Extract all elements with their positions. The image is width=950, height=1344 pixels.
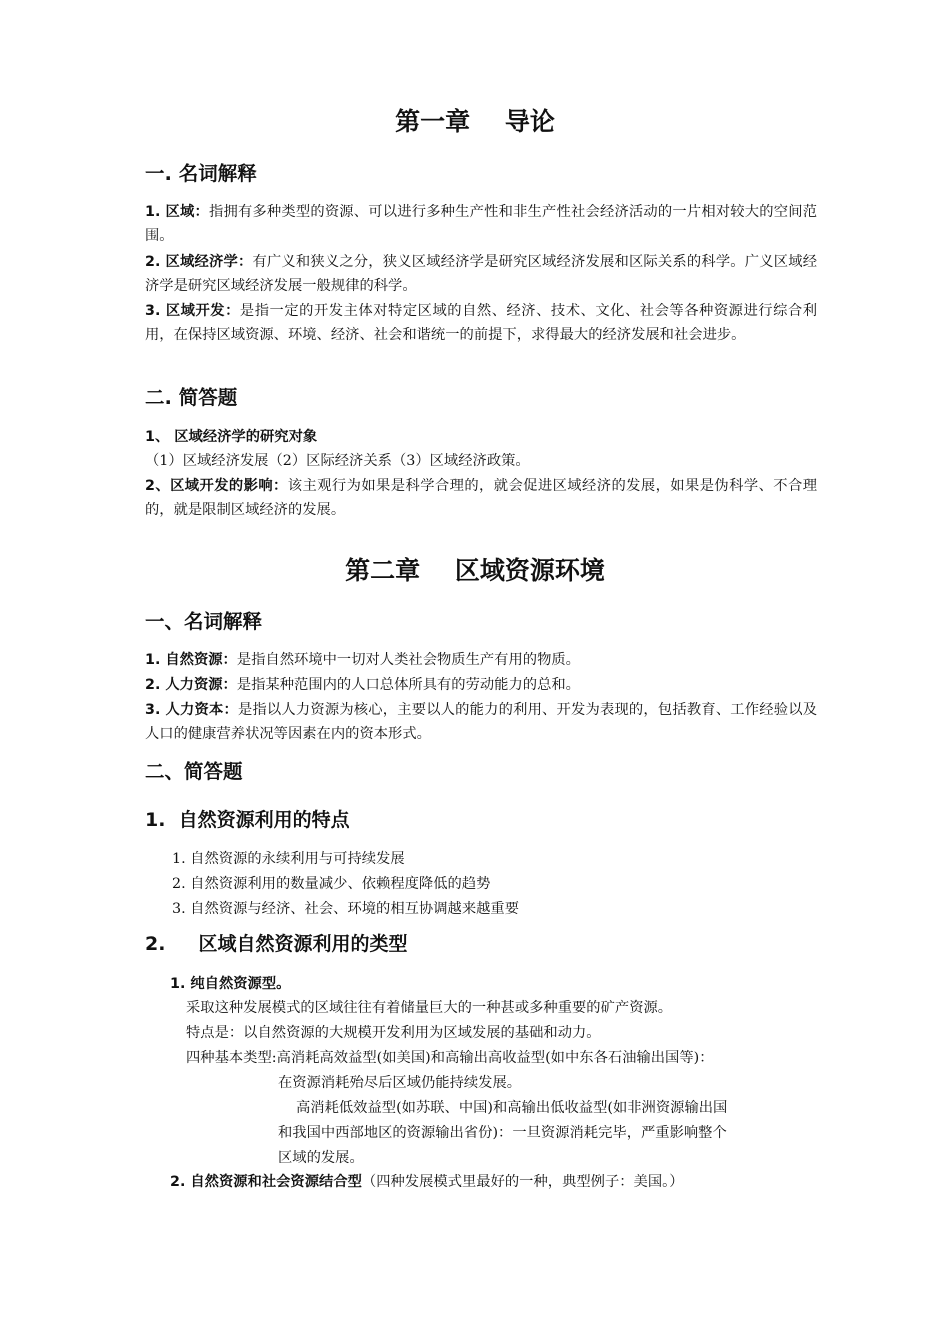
term-definition: 有广义和狭义之分，狭义区域经济学是研究区域经济发展和区际关系的科学。广义区域经济学是研究区域经济发展一般规律的科学。 bbox=[145, 254, 818, 294]
type1-label: 1. 纯自然资源型。 bbox=[170, 976, 291, 992]
term-human-resources bbox=[145, 674, 580, 698]
type1-line: 区域的发展。 bbox=[278, 1150, 364, 1166]
term-definition: 是指以人力资源为核心，主要以人的能力的利用、开发为表现的，包括教育、工作经验以及人口的健康营养状况等因素在内的资本形式。 bbox=[145, 702, 818, 742]
question1-label: 1、 区域经济学的研究对象 bbox=[145, 429, 318, 445]
type1-line: 四种基本类型:高消耗高效益型(如美国)和高输出高收益型(如中东各石油输出国等)： bbox=[186, 1050, 714, 1066]
chapter2-section2-heading: 二、简答题 bbox=[145, 760, 243, 783]
subquestion1-title: 1. 自然资源利用的特点 bbox=[145, 809, 350, 831]
term-definition: 指拥有多种类型的资源、可以进行多种生产性和非生产性社会经济活动的一片相对较大的空间范围。 bbox=[145, 204, 817, 244]
term-label: 1. 区域： bbox=[145, 204, 209, 220]
question2-answer: 该主观行为如果是科学合理的，就会促进区域经济的发展，如果是伪科学、不合理的，就是限制区域经济的发展。 bbox=[145, 478, 817, 518]
list-item: 1. 自然资源的永续利用与可持续发展 bbox=[172, 851, 405, 867]
term-definition: 是指一定的开发主体对特定区域的自然、经济、技术、文化、社会等各种资源进行综合利用，在保持区域资源、环境、经济、社会和谐统一的前提下，求得最大的经济发展和社会进步。 bbox=[145, 303, 817, 343]
term-regional-economics bbox=[145, 251, 817, 298]
type1-line: 在资源消耗殆尽后区域仍能持续发展。 bbox=[278, 1075, 522, 1091]
list-item: 3. 自然资源与经济、社会、环境的相互协调越来越重要 bbox=[172, 901, 520, 917]
term-label: 2. 区域经济学： bbox=[145, 254, 253, 270]
question2 bbox=[145, 475, 817, 522]
term-label: 3. 区域开发： bbox=[145, 303, 240, 319]
subquestion2-title: 2. 区域自然资源利用的类型 bbox=[145, 933, 408, 955]
term-definition: 是指自然环境中一切对人类社会物质生产有用的物质。 bbox=[236, 652, 580, 668]
term-regional-development bbox=[145, 300, 817, 347]
type1-line: 高消耗低效益型(如苏联、中国)和高输出低收益型(如非洲资源输出国 bbox=[296, 1100, 728, 1116]
list-item: 2. 自然资源利用的数量减少、依赖程度降低的趋势 bbox=[172, 876, 491, 892]
chapter2-section1-heading: 一、名词解释 bbox=[145, 610, 263, 633]
term-definition: 是指某种范围内的人口总体所具有的劳动能力的总和。 bbox=[236, 677, 580, 693]
chapter2-title: 第二章 区域资源环境 bbox=[345, 556, 605, 585]
type2-label: 2. 自然资源和社会资源结合型 bbox=[170, 1174, 362, 1190]
type1-line: 特点是：以自然资源的大规模开发利用为区域发展的基础和动力。 bbox=[186, 1025, 601, 1041]
term-label: 2. 人力资源： bbox=[145, 677, 237, 693]
chapter1-section1-heading: 一. 名词解释 bbox=[145, 162, 257, 185]
type1-line: 采取这种发展模式的区域往往有着储量巨大的一种甚或多种重要的矿产资源。 bbox=[186, 1000, 673, 1016]
type1-line: 和我国中西部地区的资源输出省份)：一旦资源消耗完毕，严重影响整个 bbox=[278, 1125, 727, 1141]
type2-text: （四种发展模式里最好的一种，典型例子：美国。） bbox=[361, 1174, 684, 1190]
question2-label: 2、区域开发的影响： bbox=[145, 478, 288, 494]
type1-title bbox=[170, 973, 290, 997]
question1-title bbox=[145, 426, 317, 450]
term-label: 3. 人力资本： bbox=[145, 702, 238, 718]
type2 bbox=[170, 1171, 684, 1195]
chapter1-title: 第一章 导论 bbox=[395, 107, 555, 136]
term-label: 1. 自然资源： bbox=[145, 652, 237, 668]
term-natural-resources bbox=[145, 649, 580, 673]
chapter1-section2-heading: 二. 简答题 bbox=[145, 386, 238, 409]
term-region bbox=[145, 201, 817, 248]
term-human-capital bbox=[145, 699, 817, 746]
question1-answer: （1）区域经济发展（2）区际经济关系（3）区域经济政策。 bbox=[145, 453, 530, 469]
